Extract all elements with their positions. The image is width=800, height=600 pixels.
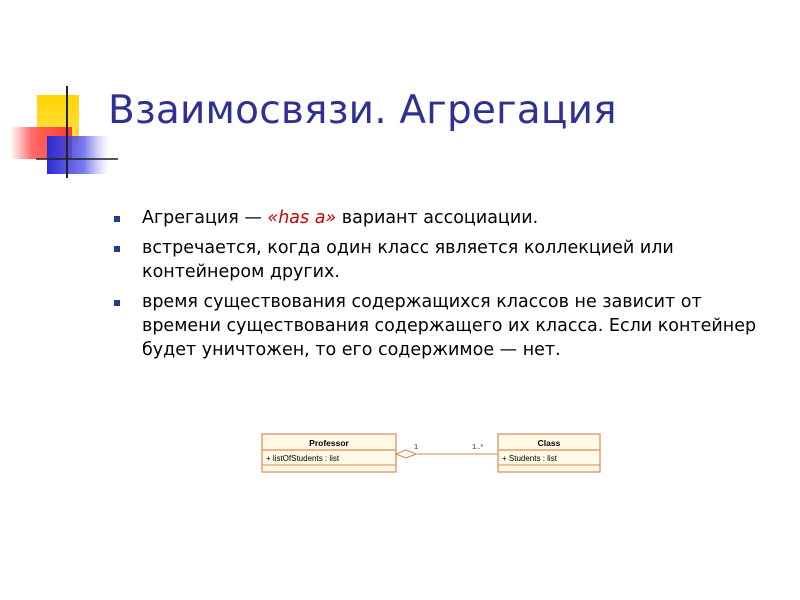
class-attribute: + Students : list	[502, 454, 557, 463]
professor-attribute: + listOfStudents : list	[266, 454, 340, 463]
professor-name: Professor	[309, 438, 349, 448]
uml-class-class	[498, 434, 600, 472]
multiplicity-left: 1	[414, 442, 419, 451]
bullet-list	[110, 206, 780, 368]
bullet-item-aggregation	[110, 206, 780, 230]
aggregation-diamond-icon	[396, 450, 416, 458]
uml-aggregation-diagram	[258, 430, 604, 478]
has-a-accent: «has a»	[267, 208, 337, 228]
bullet-item-collection	[110, 236, 780, 284]
slide-title: Взаимосвязи. Агрегация	[108, 88, 617, 133]
class-name: Class	[537, 438, 561, 448]
multiplicity-right: 1..*	[472, 442, 484, 451]
bullet-square-icon	[114, 216, 120, 222]
bullet-text: встречается, когда один класс является коллекцией или контейнером других.	[142, 238, 674, 282]
bullet-item-lifetime	[110, 290, 780, 362]
bullet-text-after: вариант ассоциации.	[336, 208, 539, 228]
uml-class-professor	[262, 434, 396, 472]
bullet-square-icon	[114, 246, 120, 252]
decorative-corner-graphic	[0, 0, 120, 190]
bullet-text: время существования содержащихся классов не зависит от времени существования содержащего их класса. Если контейнер будет уничтожен, то его содержимое — нет.	[142, 292, 757, 360]
bullet-square-icon	[114, 300, 120, 306]
decor-blue-band	[47, 136, 109, 174]
bullet-text-before: Агрегация —	[142, 208, 268, 228]
uml-aggregation-link	[396, 442, 498, 458]
